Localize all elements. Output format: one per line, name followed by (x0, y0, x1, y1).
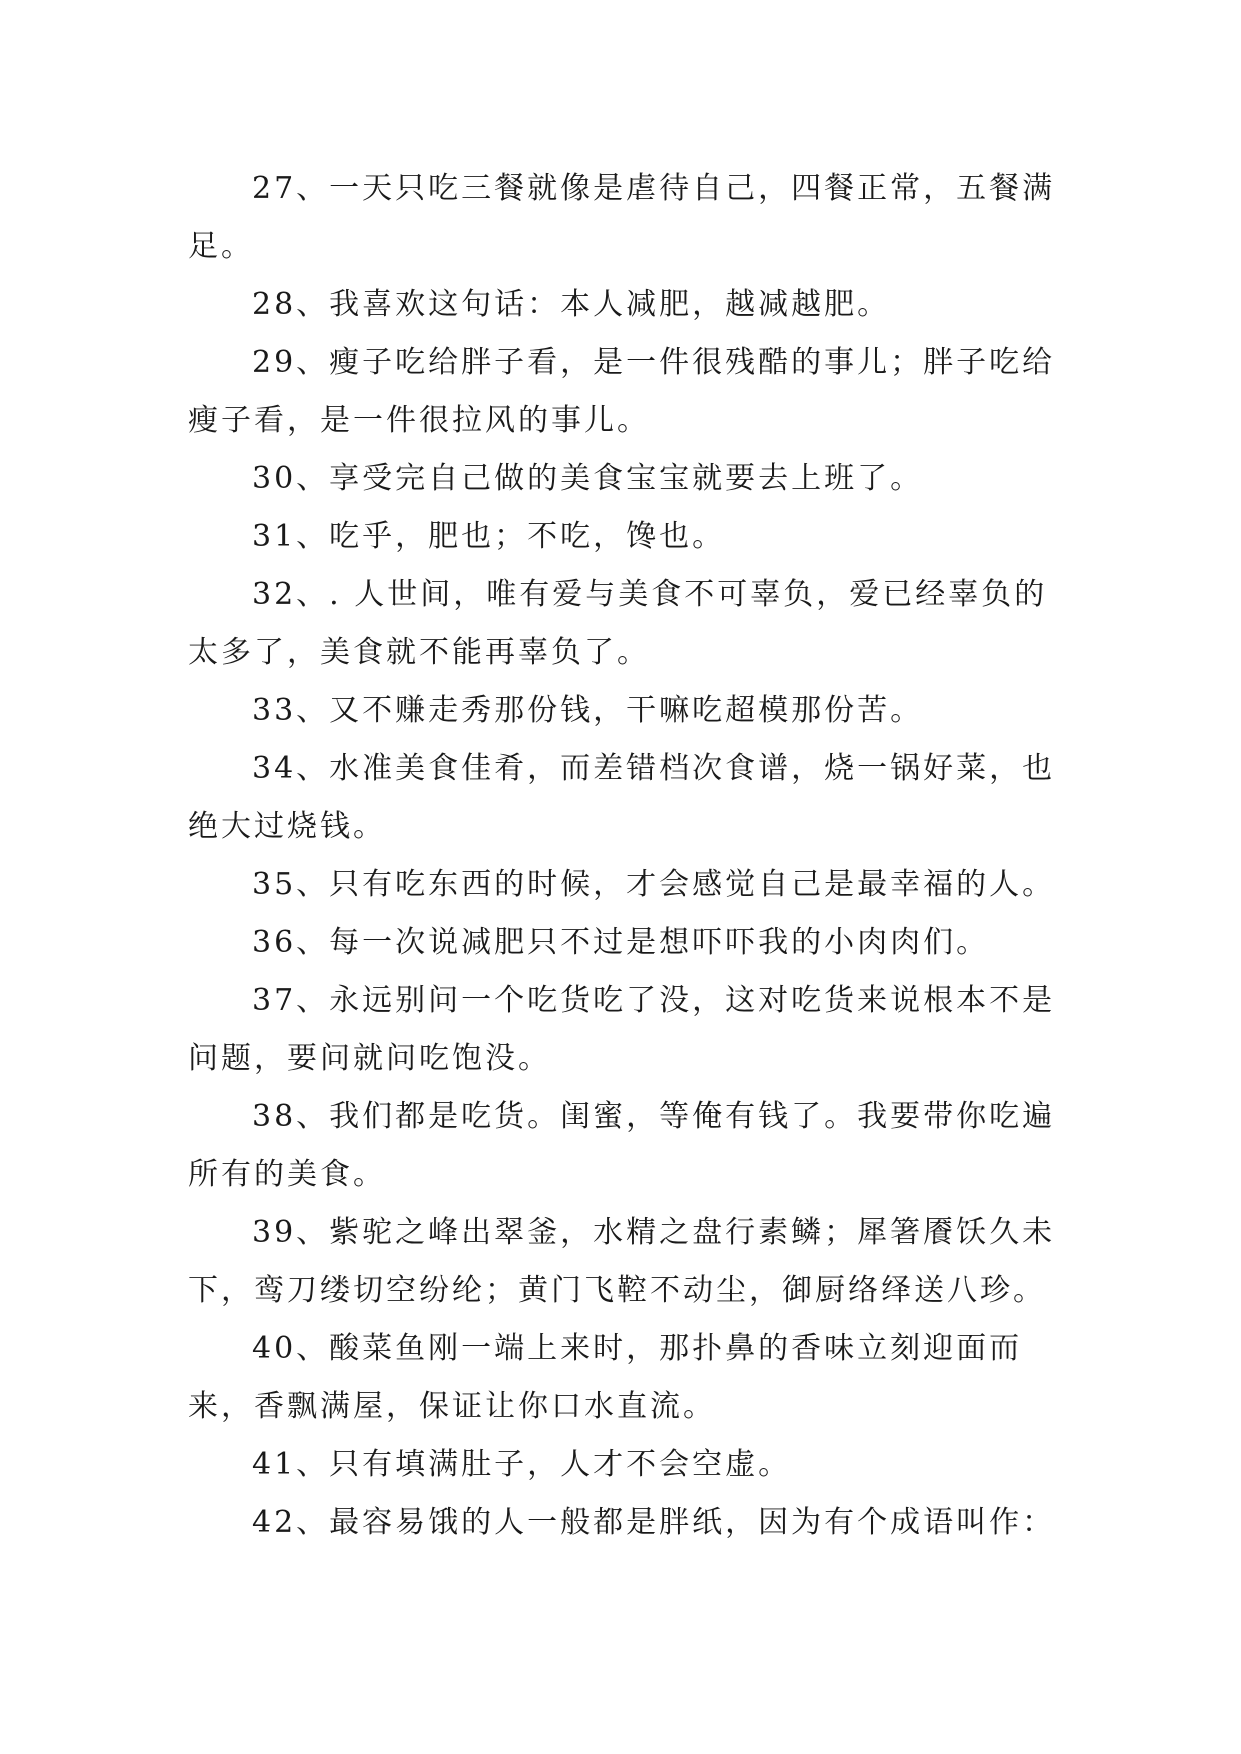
paragraph-37: 37、永远别问一个吃货吃了没，这对吃货来说根本不是问题，要问就问吃饱没。 (188, 983, 1056, 1076)
paragraph-41: 41、只有填满肚子，人才不会空虚。 (252, 1447, 792, 1482)
paragraph-35: 35、只有吃东西的时候，才会感觉自己是最幸福的人。 (252, 867, 1056, 902)
paragraph-29: 29、瘦子吃给胖子看，是一件很残酷的事儿；胖子吃给瘦子看，是一件很拉风的事儿。 (188, 345, 1056, 438)
paragraph-40: 40、酸菜鱼刚一端上来时，那扑鼻的香味立刻迎面而来，香飘满屋，保证让你口水直流。 (188, 1331, 1023, 1424)
paragraph-33: 33、又不赚走秀那份钱，干嘛吃超模那份苦。 (252, 693, 924, 728)
paragraph-34: 34、水准美食佳肴，而差错档次食谱，烧一锅好菜，也绝大过烧钱。 (188, 751, 1056, 844)
paragraph-36: 36、每一次说减肥只不过是想吓吓我的小肉肉们。 (252, 925, 990, 960)
document-body (188, 160, 1058, 1552)
paragraph-27: 27、一天只吃三餐就像是虐待自己，四餐正常，五餐满足。 (188, 171, 1056, 264)
paragraph-42: 42、最容易饿的人一般都是胖纸，因为有个成语叫作： (252, 1505, 1056, 1540)
paragraph-31: 31、吃乎，肥也；不吃，馋也。 (252, 519, 726, 554)
paragraph-39: 39、紫驼之峰出翠釜，水精之盘行素鳞；犀箸餍饫久未下，鸾刀缕切空纷纶；黄门飞鞚不动尘，御厨络绎送八珍。 (188, 1215, 1056, 1308)
paragraph-38: 38、我们都是吃货。闺蜜，等俺有钱了。我要带你吃遍所有的美食。 (188, 1099, 1056, 1192)
paragraph-32: 32、. 人世间，唯有爱与美食不可辜负，爱已经辜负的太多了，美食就不能再辜负了。 (188, 577, 1048, 670)
paragraph-28: 28、我喜欢这句话：本人减肥，越减越肥。 (252, 287, 891, 322)
paragraph-30: 30、享受完自己做的美食宝宝就要去上班了。 (252, 461, 924, 496)
